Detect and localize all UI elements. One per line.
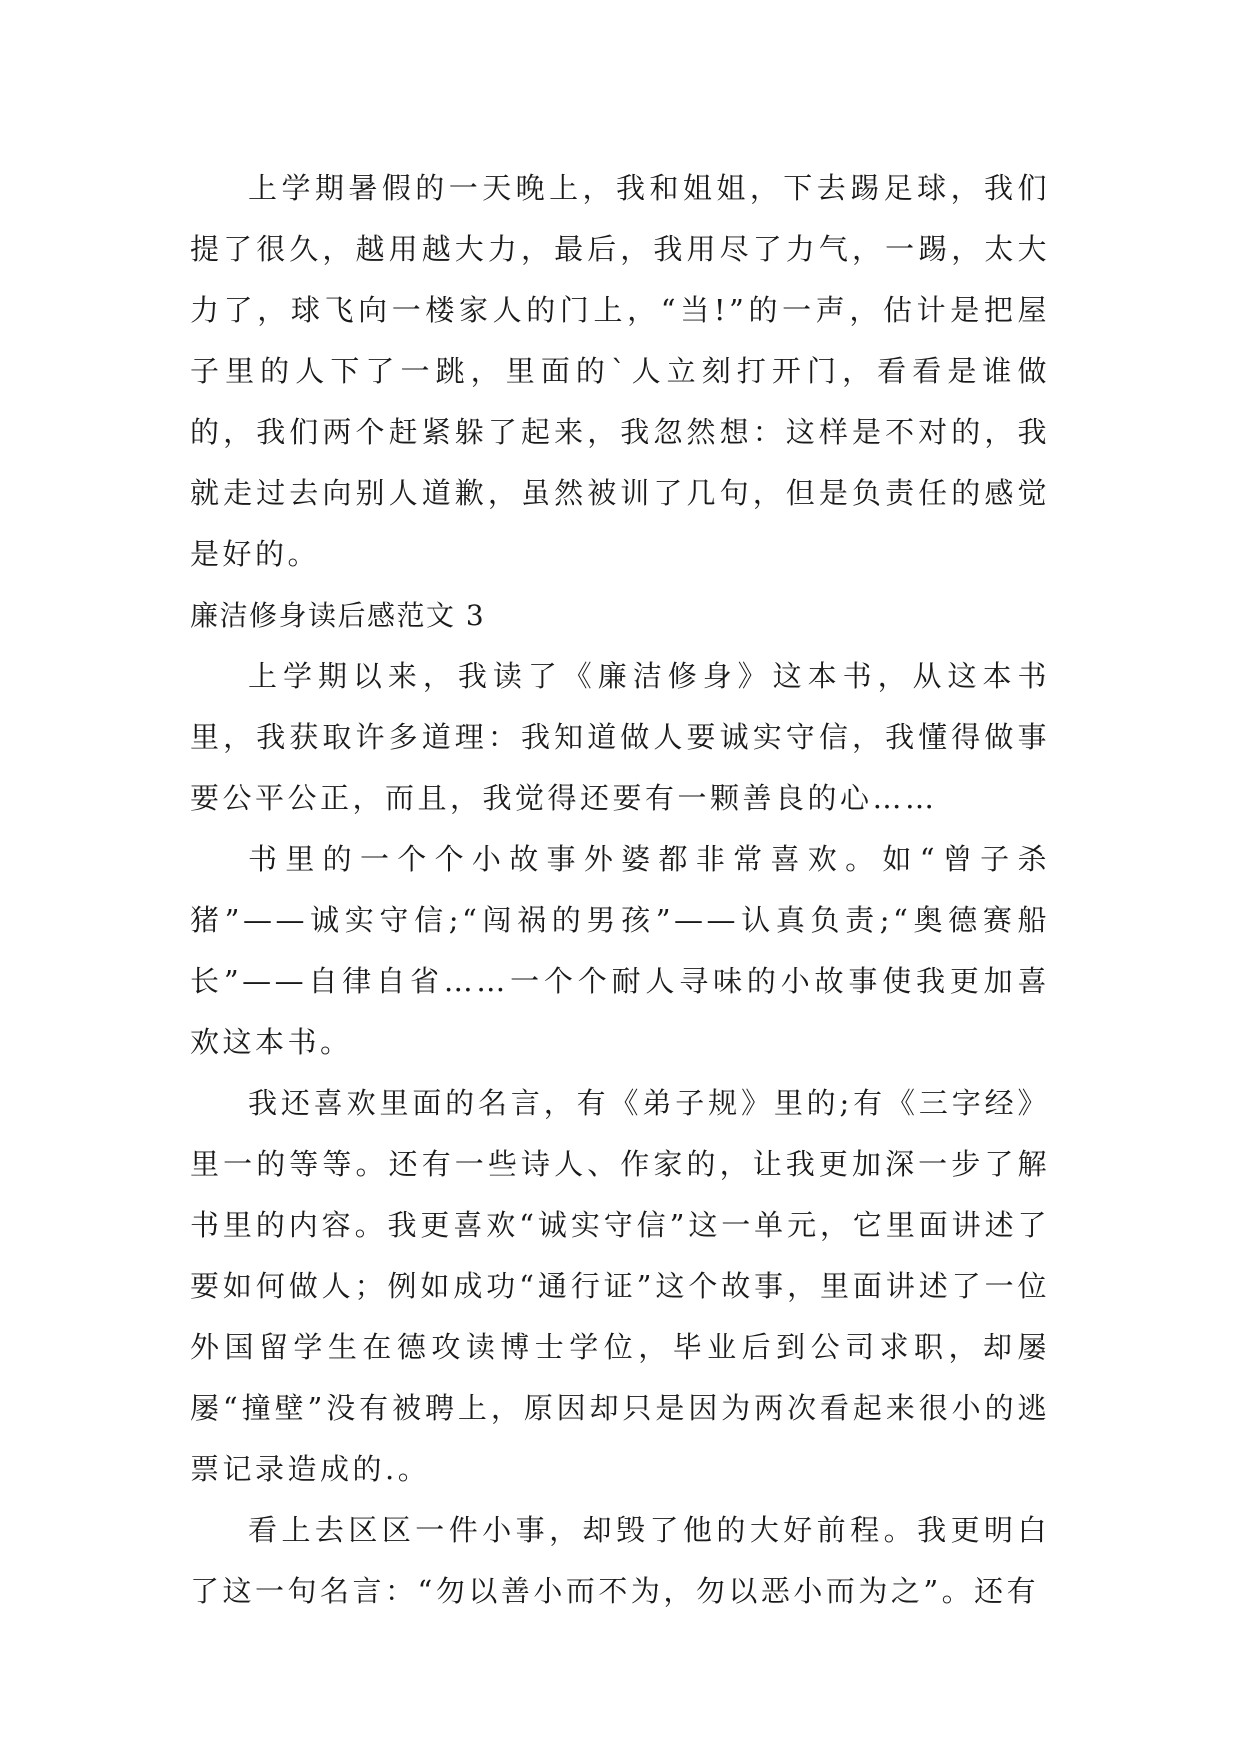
section-title: 廉洁修身读后感范文 3 (190, 599, 486, 632)
story-paragraph: 上学期暑假的一天晚上，我和姐姐，下去踢足球，我们提了很久，越用越大力，最后，我用尽了力气，一踢，太大力了，球飞向一楼家人的门上，“当!”的一声，估计是把屋子里的人下了一跳，里面的`人立刻打开门，看看是谁做的，我们两个赶紧躲了起来，我忽然想：这样是不对的，我就走过去向别人道歉，虽然被训了几句，但是负责任的感觉是好的。 (190, 171, 1050, 571)
essay-paragraph-4: 看上去区区一件小事，却毁了他的大好前程。我更明白了这一句名言：“勿以善小而不为，勿以恶小而为之”。还有 (190, 1513, 1050, 1608)
essay-paragraph-2: 书里的一个个小故事外婆都非常喜欢。如“曾子杀猪”——诚实守信;“闯祸的男孩”——认真负责;“奥德赛船长”——自律自省……一个个耐人寻味的小故事使我更加喜欢这本书。 (190, 842, 1050, 1059)
document-body (190, 158, 1050, 1622)
essay-paragraph-1: 上学期以来，我读了《廉洁修身》这本书，从这本书里，我获取许多道理：我知道做人要诚实守信，我懂得做事要公平公正，而且，我觉得还要有一颗善良的心…… (190, 659, 1050, 815)
essay-paragraph-3: 我还喜欢里面的名言，有《弟子规》里的;有《三字经》里一的等等。还有一些诗人、作家的，让我更加深一步了解书里的内容。我更喜欢“诚实守信”这一单元，它里面讲述了要如何做人；例如成功“通行证”这个故事，里面讲述了一位外国留学生在德攻读博士学位，毕业后到公司求职，却屡屡“撞壁”没有被聘上，原因却只是因为两次看起来很小的逃票记录造成的.。 (190, 1086, 1050, 1486)
